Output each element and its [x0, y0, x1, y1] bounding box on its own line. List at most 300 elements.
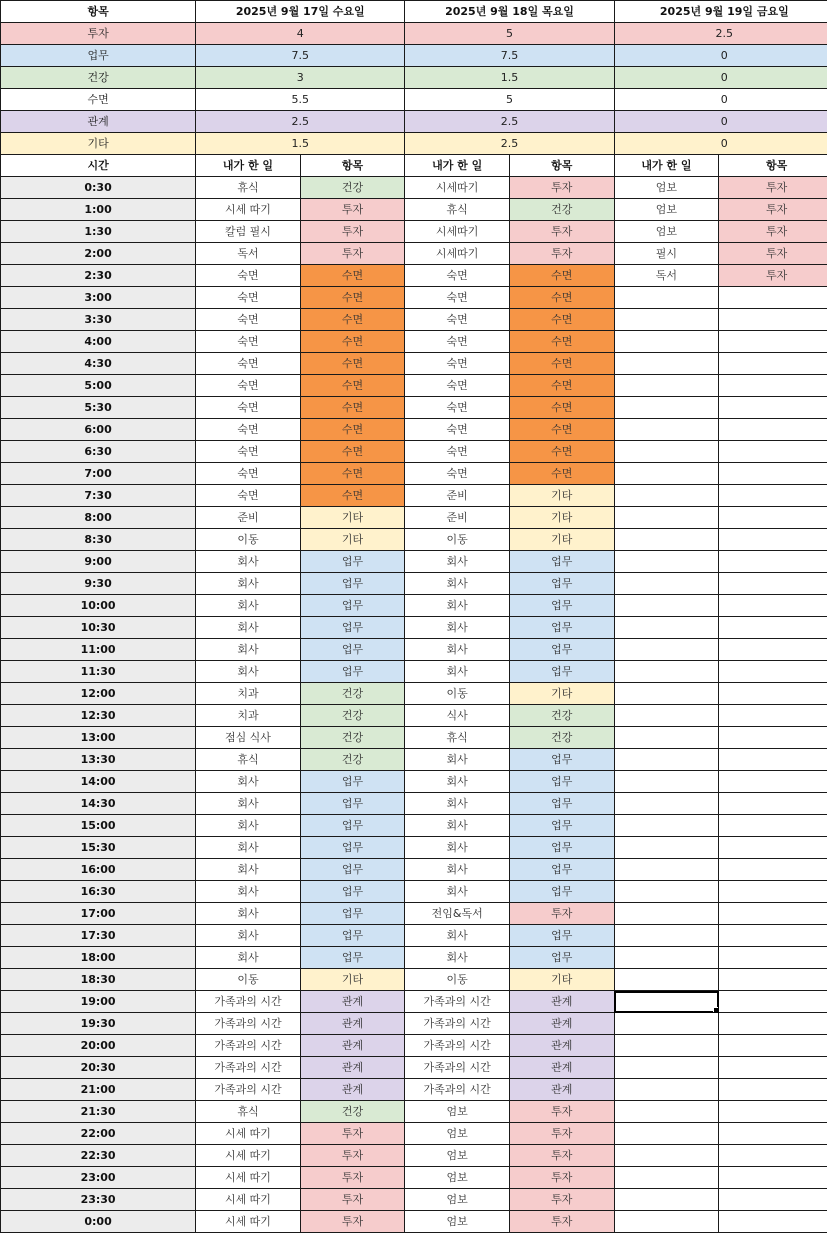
category-cell[interactable]: 업무: [509, 771, 614, 793]
category-cell[interactable]: 관계: [509, 1079, 614, 1101]
activity-cell[interactable]: 회사: [196, 881, 301, 903]
activity-cell[interactable]: 숙면: [196, 485, 301, 507]
category-cell[interactable]: [719, 551, 827, 573]
time-cell[interactable]: 5:30: [1, 397, 196, 419]
time-cell[interactable]: 12:00: [1, 683, 196, 705]
category-cell[interactable]: [719, 1189, 827, 1211]
activity-cell[interactable]: [614, 551, 719, 573]
summary-category-cell[interactable]: 건강: [1, 67, 196, 89]
time-cell[interactable]: 16:00: [1, 859, 196, 881]
fill-handle[interactable]: [713, 1007, 719, 1013]
activity-cell[interactable]: 식사: [405, 705, 510, 727]
activity-cell[interactable]: 숙면: [196, 463, 301, 485]
category-cell[interactable]: [719, 375, 827, 397]
header-day-3-cell[interactable]: 2025년 9월 19일 금요일: [614, 1, 827, 23]
category-cell[interactable]: 관계: [300, 1035, 405, 1057]
activity-cell[interactable]: 회사: [405, 639, 510, 661]
category-cell[interactable]: 투자: [509, 1145, 614, 1167]
activity-cell[interactable]: [614, 815, 719, 837]
activity-cell[interactable]: 이동: [196, 529, 301, 551]
category-cell[interactable]: 수면: [300, 287, 405, 309]
activity-cell[interactable]: [614, 309, 719, 331]
category-cell[interactable]: [719, 1167, 827, 1189]
category-cell[interactable]: 업무: [509, 925, 614, 947]
activity-cell[interactable]: [614, 419, 719, 441]
category-cell[interactable]: 업무: [300, 859, 405, 881]
activity-cell[interactable]: 준비: [196, 507, 301, 529]
category-cell[interactable]: 수면: [300, 309, 405, 331]
time-cell[interactable]: 2:00: [1, 243, 196, 265]
category-cell[interactable]: 수면: [300, 485, 405, 507]
activity-cell[interactable]: 회사: [405, 661, 510, 683]
activity-cell[interactable]: 회사: [196, 903, 301, 925]
activity-cell[interactable]: 엄보: [614, 221, 719, 243]
category-cell[interactable]: 업무: [509, 859, 614, 881]
activity-cell[interactable]: 회사: [196, 551, 301, 573]
activity-cell[interactable]: 숙면: [405, 419, 510, 441]
activity-cell[interactable]: [614, 397, 719, 419]
category-cell[interactable]: 업무: [300, 771, 405, 793]
category-cell[interactable]: 업무: [509, 595, 614, 617]
time-cell[interactable]: 3:00: [1, 287, 196, 309]
time-cell[interactable]: 17:00: [1, 903, 196, 925]
category-cell[interactable]: [719, 815, 827, 837]
activity-cell[interactable]: 독서: [196, 243, 301, 265]
summary-value-cell[interactable]: 2.5: [405, 133, 614, 155]
time-cell[interactable]: 12:30: [1, 705, 196, 727]
category-cell[interactable]: [719, 727, 827, 749]
time-cell[interactable]: 8:00: [1, 507, 196, 529]
activity-cell[interactable]: 숙면: [196, 287, 301, 309]
category-cell[interactable]: [719, 1013, 827, 1035]
activity-cell[interactable]: 숙면: [196, 265, 301, 287]
activity-cell[interactable]: 엄보: [405, 1167, 510, 1189]
activity-cell[interactable]: 시세 따기: [196, 1145, 301, 1167]
category-cell[interactable]: [719, 1079, 827, 1101]
activity-cell[interactable]: [614, 991, 719, 1013]
category-cell[interactable]: 투자: [300, 1211, 405, 1233]
activity-cell[interactable]: [614, 881, 719, 903]
activity-cell[interactable]: 숙면: [405, 375, 510, 397]
activity-cell[interactable]: 회사: [196, 925, 301, 947]
activity-cell[interactable]: 시세 따기: [196, 1211, 301, 1233]
category-cell[interactable]: 수면: [300, 353, 405, 375]
subheader-category-cell[interactable]: 항목: [300, 155, 405, 177]
activity-cell[interactable]: [614, 1123, 719, 1145]
category-cell[interactable]: 수면: [509, 463, 614, 485]
category-cell[interactable]: [719, 837, 827, 859]
category-cell[interactable]: [719, 881, 827, 903]
category-cell[interactable]: [719, 353, 827, 375]
time-cell[interactable]: 0:00: [1, 1211, 196, 1233]
activity-cell[interactable]: 회사: [196, 837, 301, 859]
category-cell[interactable]: 수면: [509, 397, 614, 419]
activity-cell[interactable]: 회사: [196, 859, 301, 881]
category-cell[interactable]: 건강: [300, 177, 405, 199]
activity-cell[interactable]: 시세 따기: [196, 1123, 301, 1145]
category-cell[interactable]: 관계: [509, 991, 614, 1013]
header-category-cell[interactable]: 항목: [1, 1, 196, 23]
time-cell[interactable]: 20:00: [1, 1035, 196, 1057]
activity-cell[interactable]: [614, 903, 719, 925]
header-day-1-cell[interactable]: 2025년 9월 17일 수요일: [196, 1, 405, 23]
time-cell[interactable]: 3:30: [1, 309, 196, 331]
category-cell[interactable]: 관계: [300, 991, 405, 1013]
summary-value-cell[interactable]: 0: [614, 45, 827, 67]
summary-value-cell[interactable]: 2.5: [614, 23, 827, 45]
category-cell[interactable]: 투자: [509, 1189, 614, 1211]
time-cell[interactable]: 7:30: [1, 485, 196, 507]
activity-cell[interactable]: 숙면: [196, 441, 301, 463]
category-cell[interactable]: 관계: [509, 1035, 614, 1057]
time-cell[interactable]: 13:00: [1, 727, 196, 749]
activity-cell[interactable]: 회사: [405, 749, 510, 771]
category-cell[interactable]: [719, 1035, 827, 1057]
category-cell[interactable]: 투자: [719, 243, 827, 265]
summary-value-cell[interactable]: 4: [196, 23, 405, 45]
activity-cell[interactable]: 숙면: [196, 375, 301, 397]
activity-cell[interactable]: [614, 485, 719, 507]
activity-cell[interactable]: [614, 705, 719, 727]
summary-value-cell[interactable]: 1.5: [405, 67, 614, 89]
category-cell[interactable]: [719, 507, 827, 529]
category-cell[interactable]: 기타: [300, 969, 405, 991]
category-cell[interactable]: 업무: [509, 551, 614, 573]
activity-cell[interactable]: 숙면: [196, 419, 301, 441]
category-cell[interactable]: [719, 419, 827, 441]
activity-cell[interactable]: [614, 793, 719, 815]
time-cell[interactable]: 4:00: [1, 331, 196, 353]
activity-cell[interactable]: 엄보: [614, 177, 719, 199]
category-cell[interactable]: 투자: [300, 1167, 405, 1189]
activity-cell[interactable]: [614, 1189, 719, 1211]
category-cell[interactable]: [719, 1123, 827, 1145]
activity-cell[interactable]: 회사: [405, 551, 510, 573]
category-cell[interactable]: 투자: [719, 265, 827, 287]
activity-cell[interactable]: 회사: [405, 617, 510, 639]
summary-value-cell[interactable]: 0: [614, 67, 827, 89]
activity-cell[interactable]: [614, 573, 719, 595]
category-cell[interactable]: 관계: [300, 1013, 405, 1035]
activity-cell[interactable]: 엄보: [614, 199, 719, 221]
time-cell[interactable]: 18:30: [1, 969, 196, 991]
activity-cell[interactable]: 이동: [196, 969, 301, 991]
activity-cell[interactable]: 휴식: [196, 749, 301, 771]
category-cell[interactable]: 업무: [509, 661, 614, 683]
category-cell[interactable]: 업무: [300, 947, 405, 969]
category-cell[interactable]: 기타: [509, 507, 614, 529]
activity-cell[interactable]: 숙면: [405, 287, 510, 309]
category-cell[interactable]: 업무: [300, 639, 405, 661]
category-cell[interactable]: 업무: [509, 837, 614, 859]
subheader-activity-cell[interactable]: 내가 한 일: [405, 155, 510, 177]
category-cell[interactable]: 수면: [300, 375, 405, 397]
category-cell[interactable]: [719, 771, 827, 793]
activity-cell[interactable]: 숙면: [196, 331, 301, 353]
category-cell[interactable]: 수면: [509, 309, 614, 331]
activity-cell[interactable]: 회사: [405, 925, 510, 947]
header-day-2-cell[interactable]: 2025년 9월 18일 목요일: [405, 1, 614, 23]
activity-cell[interactable]: [614, 771, 719, 793]
summary-category-cell[interactable]: 관계: [1, 111, 196, 133]
activity-cell[interactable]: 숙면: [405, 463, 510, 485]
activity-cell[interactable]: [614, 1101, 719, 1123]
category-cell[interactable]: 업무: [509, 573, 614, 595]
activity-cell[interactable]: 회사: [196, 947, 301, 969]
activity-cell[interactable]: 필시: [614, 243, 719, 265]
activity-cell[interactable]: [614, 969, 719, 991]
activity-cell[interactable]: 회사: [405, 837, 510, 859]
activity-cell[interactable]: [614, 353, 719, 375]
category-cell[interactable]: 투자: [719, 221, 827, 243]
time-cell[interactable]: 2:30: [1, 265, 196, 287]
activity-cell[interactable]: 회사: [196, 639, 301, 661]
time-cell[interactable]: 13:30: [1, 749, 196, 771]
activity-cell[interactable]: 회사: [405, 793, 510, 815]
category-cell[interactable]: [719, 793, 827, 815]
activity-cell[interactable]: 가족과의 시간: [196, 1013, 301, 1035]
category-cell[interactable]: 수면: [509, 287, 614, 309]
category-cell[interactable]: 건강: [300, 749, 405, 771]
category-cell[interactable]: 업무: [509, 881, 614, 903]
activity-cell[interactable]: 숙면: [405, 331, 510, 353]
category-cell[interactable]: 업무: [300, 903, 405, 925]
activity-cell[interactable]: 이동: [405, 529, 510, 551]
subheader-category-cell[interactable]: 항목: [719, 155, 827, 177]
activity-cell[interactable]: [614, 947, 719, 969]
category-cell[interactable]: [719, 947, 827, 969]
time-cell[interactable]: 19:30: [1, 1013, 196, 1035]
category-cell[interactable]: [719, 683, 827, 705]
activity-cell[interactable]: [614, 683, 719, 705]
category-cell[interactable]: [719, 991, 827, 1013]
activity-cell[interactable]: 엄보: [405, 1211, 510, 1233]
time-cell[interactable]: 11:00: [1, 639, 196, 661]
category-cell[interactable]: 투자: [509, 1101, 614, 1123]
time-cell[interactable]: 22:00: [1, 1123, 196, 1145]
summary-value-cell[interactable]: 0: [614, 89, 827, 111]
category-cell[interactable]: 수면: [300, 441, 405, 463]
activity-cell[interactable]: 회사: [405, 859, 510, 881]
activity-cell[interactable]: [614, 441, 719, 463]
category-cell[interactable]: 업무: [300, 551, 405, 573]
activity-cell[interactable]: 회사: [196, 573, 301, 595]
category-cell[interactable]: 건강: [509, 727, 614, 749]
category-cell[interactable]: 업무: [300, 595, 405, 617]
activity-cell[interactable]: [614, 925, 719, 947]
activity-cell[interactable]: [614, 1167, 719, 1189]
summary-category-cell[interactable]: 투자: [1, 23, 196, 45]
time-cell[interactable]: 17:30: [1, 925, 196, 947]
category-cell[interactable]: 투자: [509, 1211, 614, 1233]
activity-cell[interactable]: [614, 529, 719, 551]
category-cell[interactable]: 기타: [300, 529, 405, 551]
category-cell[interactable]: [719, 1211, 827, 1233]
category-cell[interactable]: [719, 595, 827, 617]
activity-cell[interactable]: 회사: [196, 815, 301, 837]
summary-category-cell[interactable]: 기타: [1, 133, 196, 155]
category-cell[interactable]: 업무: [300, 617, 405, 639]
category-cell[interactable]: 투자: [300, 1189, 405, 1211]
time-cell[interactable]: 15:30: [1, 837, 196, 859]
category-cell[interactable]: [719, 573, 827, 595]
time-cell[interactable]: 10:30: [1, 617, 196, 639]
category-cell[interactable]: 업무: [300, 881, 405, 903]
category-cell[interactable]: 업무: [300, 837, 405, 859]
subheader-activity-cell[interactable]: 내가 한 일: [196, 155, 301, 177]
category-cell[interactable]: 투자: [300, 1145, 405, 1167]
activity-cell[interactable]: 회사: [196, 793, 301, 815]
time-cell[interactable]: 9:00: [1, 551, 196, 573]
category-cell[interactable]: 수면: [300, 265, 405, 287]
activity-cell[interactable]: [614, 749, 719, 771]
category-cell[interactable]: 투자: [509, 177, 614, 199]
time-cell[interactable]: 11:30: [1, 661, 196, 683]
activity-cell[interactable]: 준비: [405, 485, 510, 507]
activity-cell[interactable]: [614, 1035, 719, 1057]
summary-value-cell[interactable]: 7.5: [196, 45, 405, 67]
activity-cell[interactable]: 회사: [196, 771, 301, 793]
activity-cell[interactable]: 휴식: [196, 1101, 301, 1123]
activity-cell[interactable]: 점심 식사: [196, 727, 301, 749]
summary-value-cell[interactable]: 5.5: [196, 89, 405, 111]
summary-value-cell[interactable]: 0: [614, 111, 827, 133]
category-cell[interactable]: 투자: [509, 1167, 614, 1189]
category-cell[interactable]: 관계: [300, 1057, 405, 1079]
category-cell[interactable]: 수면: [509, 375, 614, 397]
time-cell[interactable]: 8:30: [1, 529, 196, 551]
category-cell[interactable]: [719, 639, 827, 661]
category-cell[interactable]: [719, 529, 827, 551]
category-cell[interactable]: [719, 397, 827, 419]
category-cell[interactable]: [719, 925, 827, 947]
activity-cell[interactable]: [614, 639, 719, 661]
activity-cell[interactable]: 숙면: [405, 309, 510, 331]
activity-cell[interactable]: 회사: [405, 947, 510, 969]
activity-cell[interactable]: [614, 1145, 719, 1167]
category-cell[interactable]: 투자: [719, 177, 827, 199]
activity-cell[interactable]: 이동: [405, 683, 510, 705]
summary-category-cell[interactable]: 수면: [1, 89, 196, 111]
category-cell[interactable]: [719, 331, 827, 353]
category-cell[interactable]: 투자: [509, 243, 614, 265]
time-cell[interactable]: 21:30: [1, 1101, 196, 1123]
activity-cell[interactable]: 가족과의 시간: [196, 1057, 301, 1079]
category-cell[interactable]: 투자: [719, 199, 827, 221]
activity-cell[interactable]: 엄보: [405, 1189, 510, 1211]
category-cell[interactable]: 수면: [300, 331, 405, 353]
category-cell[interactable]: 투자: [300, 221, 405, 243]
category-cell[interactable]: [719, 705, 827, 727]
activity-cell[interactable]: 가족과의 시간: [405, 1013, 510, 1035]
category-cell[interactable]: 업무: [509, 749, 614, 771]
subheader-time-cell[interactable]: 시간: [1, 155, 196, 177]
activity-cell[interactable]: 가족과의 시간: [196, 1035, 301, 1057]
activity-cell[interactable]: [614, 661, 719, 683]
category-cell[interactable]: 건강: [300, 1101, 405, 1123]
category-cell[interactable]: [719, 309, 827, 331]
category-cell[interactable]: 기타: [509, 485, 614, 507]
category-cell[interactable]: 투자: [509, 903, 614, 925]
activity-cell[interactable]: [614, 507, 719, 529]
time-cell[interactable]: 14:00: [1, 771, 196, 793]
time-cell[interactable]: 18:00: [1, 947, 196, 969]
time-cell[interactable]: 23:00: [1, 1167, 196, 1189]
activity-cell[interactable]: 칼럼 필시: [196, 221, 301, 243]
activity-cell[interactable]: [614, 1211, 719, 1233]
category-cell[interactable]: 관계: [509, 1013, 614, 1035]
summary-category-cell[interactable]: 업무: [1, 45, 196, 67]
activity-cell[interactable]: 숙면: [405, 397, 510, 419]
category-cell[interactable]: 업무: [300, 661, 405, 683]
category-cell[interactable]: 수면: [509, 331, 614, 353]
category-cell[interactable]: 수면: [509, 353, 614, 375]
category-cell[interactable]: [719, 903, 827, 925]
activity-cell[interactable]: 숙면: [196, 309, 301, 331]
category-cell[interactable]: [719, 1057, 827, 1079]
activity-cell[interactable]: 회사: [405, 815, 510, 837]
time-cell[interactable]: 23:30: [1, 1189, 196, 1211]
category-cell[interactable]: 건강: [300, 705, 405, 727]
category-cell[interactable]: [719, 969, 827, 991]
activity-cell[interactable]: 가족과의 시간: [405, 1057, 510, 1079]
category-cell[interactable]: 건강: [300, 727, 405, 749]
summary-value-cell[interactable]: 1.5: [196, 133, 405, 155]
category-cell[interactable]: [719, 749, 827, 771]
category-cell[interactable]: 투자: [300, 199, 405, 221]
category-cell[interactable]: 수면: [300, 397, 405, 419]
activity-cell[interactable]: [614, 1057, 719, 1079]
activity-cell[interactable]: [614, 287, 719, 309]
activity-cell[interactable]: 가족과의 시간: [405, 1079, 510, 1101]
time-cell[interactable]: 21:00: [1, 1079, 196, 1101]
subheader-category-cell[interactable]: 항목: [509, 155, 614, 177]
category-cell[interactable]: 건강: [300, 683, 405, 705]
activity-cell[interactable]: 시세 따기: [196, 199, 301, 221]
activity-cell[interactable]: 회사: [196, 595, 301, 617]
activity-cell[interactable]: 숙면: [405, 441, 510, 463]
category-cell[interactable]: [719, 859, 827, 881]
category-cell[interactable]: 투자: [509, 221, 614, 243]
category-cell[interactable]: 건강: [509, 199, 614, 221]
activity-cell[interactable]: 시세따기: [405, 177, 510, 199]
activity-cell[interactable]: 숙면: [405, 265, 510, 287]
time-cell[interactable]: 14:30: [1, 793, 196, 815]
category-cell[interactable]: 기타: [509, 969, 614, 991]
category-cell[interactable]: 투자: [300, 243, 405, 265]
activity-cell[interactable]: 시세따기: [405, 221, 510, 243]
time-cell[interactable]: 1:00: [1, 199, 196, 221]
category-cell[interactable]: [719, 287, 827, 309]
activity-cell[interactable]: 회사: [405, 595, 510, 617]
category-cell[interactable]: 업무: [300, 925, 405, 947]
summary-value-cell[interactable]: 3: [196, 67, 405, 89]
activity-cell[interactable]: [614, 331, 719, 353]
activity-cell[interactable]: 엄보: [405, 1123, 510, 1145]
activity-cell[interactable]: 휴식: [196, 177, 301, 199]
activity-cell[interactable]: 시세 따기: [196, 1189, 301, 1211]
activity-cell[interactable]: 가족과의 시간: [196, 991, 301, 1013]
time-cell[interactable]: 22:30: [1, 1145, 196, 1167]
category-cell[interactable]: 기타: [300, 507, 405, 529]
category-cell[interactable]: 업무: [509, 639, 614, 661]
category-cell[interactable]: 투자: [300, 1123, 405, 1145]
activity-cell[interactable]: 시세따기: [405, 243, 510, 265]
activity-cell[interactable]: 치과: [196, 705, 301, 727]
activity-cell[interactable]: [614, 1013, 719, 1035]
category-cell[interactable]: 업무: [509, 793, 614, 815]
activity-cell[interactable]: [614, 595, 719, 617]
